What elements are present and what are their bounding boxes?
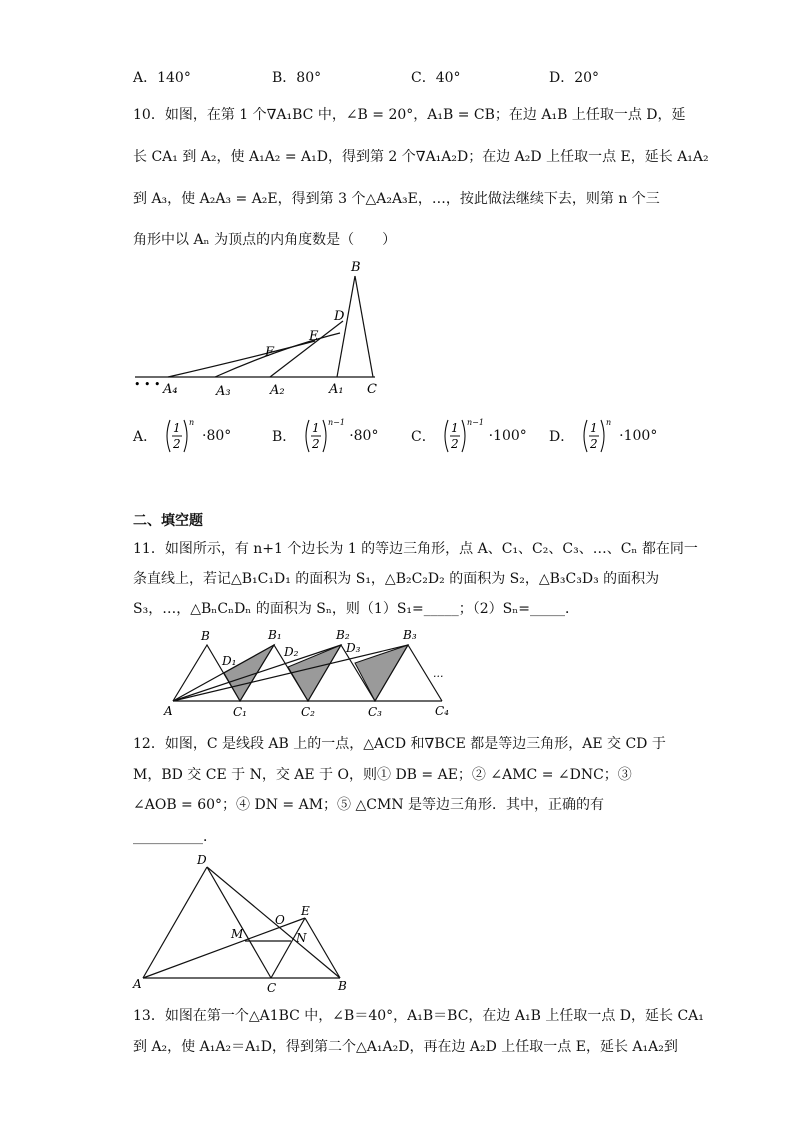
frac-den: 2 [451, 437, 459, 451]
q12-side-dc [207, 867, 271, 978]
q10-figure [130, 258, 400, 400]
q12-label-d: D [197, 853, 207, 867]
q10-line-1: 10．如图，在第 1 个∇A₁BC 中，∠B = 20°，A₁B = CB；在边 A₁B 上任取一点 D，延 [133, 107, 686, 123]
q12-label-m: M [231, 927, 244, 941]
q11-line-2: 条直线上，若记△B₁C₁D₁ 的面积为 S₁，△B₂C₂D₂ 的面积为 S₂，△B₃C₃D₃ 的面积为 [133, 571, 660, 587]
q10-label-a2: A₂ [270, 383, 285, 398]
q10-option-d [549, 416, 657, 456]
q12-label-n: N [296, 931, 307, 945]
section-title: 二、填空题 [133, 513, 203, 529]
half-fraction [440, 416, 484, 456]
q11-line-1: 11．如图所示，有 n+1 个边长为 1 的等边三角形，点 A、C₁、C₂、C₃、…、Cₙ 都在同一 [133, 541, 698, 557]
q11-label-d2: D₂ [284, 645, 299, 659]
q10-option-letter: C． [411, 429, 436, 445]
q10-line-4: 角形中以 Aₙ 为顶点的内角度数是（ ） [133, 232, 397, 248]
q12-line-1: 12．如图，C 是线段 AB 上的一点，△ACD 和∇BCE 都是等边三角形，AE 交 CD 于 [133, 736, 666, 752]
half-fraction [301, 416, 345, 456]
frac-num: 1 [311, 421, 320, 435]
q9-option-b: B．80° [272, 70, 322, 86]
q10-label-a1: A₁ [329, 382, 344, 397]
q10-line-2: 长 CA₁ 到 A₂，使 A₁A₂ = A₁D，得到第 2 个∇A₁A₂D；在边 A₂D 上任取一点 E，延长 A₁A₂ [133, 149, 709, 165]
q12-line-4: __________． [133, 829, 217, 845]
frac-den: 2 [589, 437, 598, 451]
frac-den: 2 [311, 437, 320, 451]
q9-option-d: D．20° [549, 70, 600, 86]
frac-exp: n−1 [327, 418, 345, 427]
frac-num: 1 [589, 421, 598, 435]
q10-option-value: ·80° [202, 428, 232, 444]
q11-figure [160, 625, 460, 720]
q11-label-c2: C₂ [301, 705, 315, 719]
q11-label-c3: C₃ [368, 705, 382, 719]
q10-label-a4: A₄ [163, 382, 178, 397]
q10-option-letter: D． [549, 429, 575, 445]
q10-line-3: 到 A₃，使 A₂A₃ = A₂E，得到第 3 个△A₂A₃E，…，按此做法继续下去，则第 n 个三 [133, 191, 660, 207]
frac-exp: n−1 [467, 418, 485, 427]
q10-label-b: B [351, 260, 361, 275]
q10-option-a [133, 416, 231, 456]
q12-line-2: M，BD 交 CE 于 N，交 AE 于 O，则① DB = AE；② ∠AMC = ∠DNC；③ [133, 767, 632, 783]
q10-option-b [272, 416, 378, 456]
q10-label-e: E [309, 329, 319, 344]
q12-label-c: C [267, 981, 277, 995]
q9-option-a: A．140° [133, 70, 191, 86]
q12-figure [128, 850, 368, 995]
q10-label-c: C [367, 382, 377, 397]
frac-den: 2 [172, 437, 181, 451]
q10-side-bc [355, 276, 373, 377]
frac-num: 1 [172, 421, 181, 435]
q12-side-eb [305, 918, 340, 978]
q11-label-b: B [201, 629, 210, 643]
q12-label-b: B [338, 979, 347, 993]
q9-option-c: C．40° [411, 70, 461, 86]
q12-line-ae [143, 918, 305, 978]
q10-option-letter: A． [133, 429, 158, 445]
q12-line-db [207, 867, 340, 978]
q11-label-c1: C₁ [233, 705, 247, 719]
q10-option-letter: B． [272, 429, 297, 445]
q12-side-ad [143, 867, 207, 978]
q10-option-value: ·100° [619, 428, 658, 444]
q10-side-a2d [270, 321, 343, 377]
q10-label-a3: A₃ [216, 384, 231, 399]
q11-line-3: S₃，…，△BₙCₙDₙ 的面积为 Sₙ，则（1）S₁=_____；（2）Sₙ=_____． [133, 601, 580, 617]
q12-label-o: O [275, 913, 285, 927]
q13-line-2: 到 A₂，使 A₁A₂＝A₁D，得到第二个△A₁A₂D，再在边 A₂D 上任取一点 E，延长 A₁A₂到 [133, 1039, 678, 1055]
q10-label-dots: • • • [134, 378, 161, 391]
half-fraction [162, 416, 198, 456]
q12-side-ce [271, 918, 305, 978]
q11-label-b1: B₁ [268, 628, 282, 642]
q11-label-d3: D₃ [346, 641, 361, 655]
q10-label-f: F [265, 345, 275, 360]
q10-label-d: D [334, 309, 345, 324]
q11-label-dots: ... [433, 667, 444, 680]
q11-label-c4: C₄ [435, 704, 449, 718]
q11-label-d1: D₁ [222, 654, 237, 668]
q12-label-a: A [133, 977, 142, 991]
q11-label-b3: B₃ [403, 628, 417, 642]
q10-side-a1b [337, 276, 355, 377]
q10-option-value: ·80° [349, 428, 379, 444]
frac-exp: n [605, 418, 611, 427]
q12-label-e: E [301, 904, 310, 918]
q10-side-a3e [215, 333, 340, 377]
q13-line-1: 13．如图在第一个△A1BC 中，∠B＝40°，A₁B＝BC，在边 A₁B 上任取一点 D，延长 CA₁ [133, 1008, 704, 1024]
frac-exp: n [188, 418, 194, 427]
q10-option-c [411, 416, 527, 456]
q10-option-value: ·100° [488, 428, 527, 444]
frac-num: 1 [451, 421, 459, 435]
q11-label-b2: B₂ [336, 628, 350, 642]
q12-line-3: ∠AOB = 60°；④ DN = AM；⑤ △CMN 是等边三角形．其中，正确的有 [133, 797, 605, 813]
q11-label-a: A [164, 704, 173, 718]
half-fraction [579, 416, 615, 456]
q11-shaded-triangle-3 [355, 645, 408, 701]
